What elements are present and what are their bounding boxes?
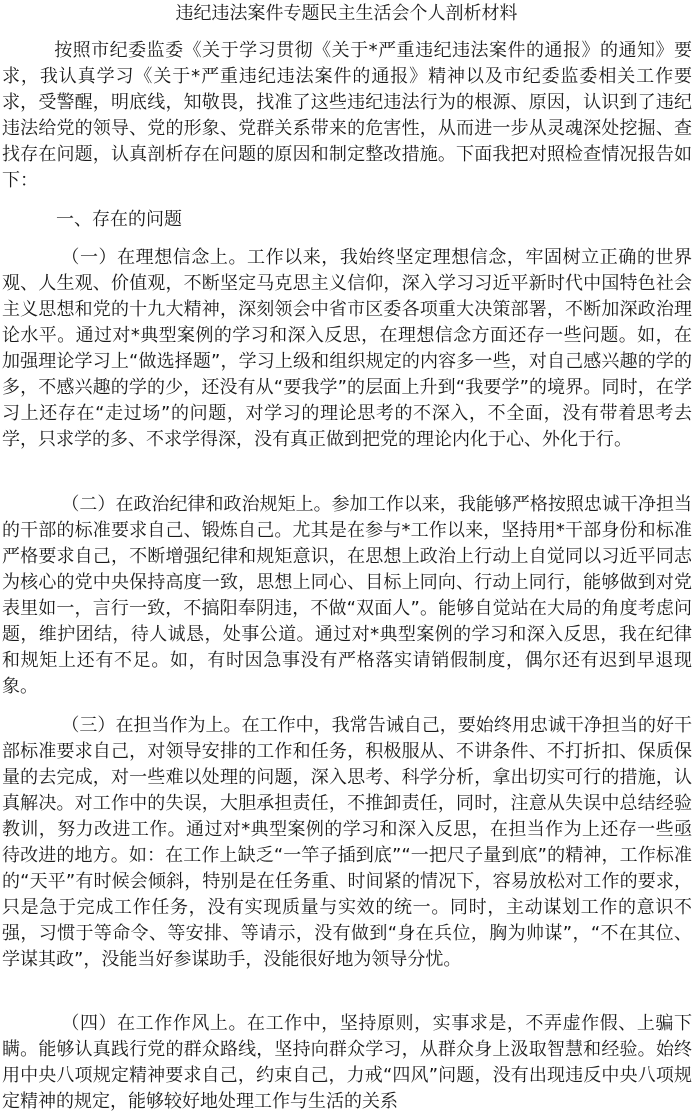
paragraph-responsibility: （三）在担当作为上。在工作中，我常告诫自己，要始终用忠诚干净担当的好干部标准要求自己，对领导安排的工作和任务，积极服从、不讲条件、不打折扣、保质保量的去完成，对一些难以处理的问题，深入思考、科学分析，拿出切实可行的措施，认真解决。对工作中的失误，大胆承担责任，不推卸责任，同时，注意从失误中总结经验教训，努力改进工作。通过对*典型案例的学习和深入反思，在担当作为上还存一些亟待改进的地方。如：在工作上缺乏“一竿子插到底”“一把尺子量到底”的精神，工作标准的“天平”有时候会倾斜，特别是在任务重、时间紧的情况下，容易放松对工作的要求，只是急于完成工作任务，没有实现质量与实效的统一。同时，主动谋划工作的意识不强，习惯于等命令、等安排、等请示，没有做到“身在兵位，胸为帅谋”，“不在其位、学谋其政”，没能当好参谋助手，没能很好地为领导分忧。 bbox=[2, 715, 692, 970]
section-heading: 一、存在的问题 bbox=[56, 209, 182, 230]
paragraph-ideals: （一）在理想信念上。工作以来，我始终坚定理想信念，牢固树立正确的世界观、人生观、价值观，不断坚定马克思主义信仰，深入学习习近平新时代中国特色社会主义思想和党的十九大精神，深刻领会中省市区委各项重大决策部署，不断加深政治理论水平。通过对*典型案例的学习和深入反思，在理想信念方面还存一些问题。如，在加强理论学习上“做选择题”，学习上级和组织规定的内容多一些，对自己感兴趣的学的多，不感兴趣的学的少，还没有从“要我学”的层面上升到“我要学”的境界。同时，在学习上还存在“走过场”的问题，对学习的理论思考的不深入，不全面，没有带着思考去学，只求学的多、不求学得深，没有真正做到把党的理论内化于心、外化于行。 bbox=[2, 247, 692, 450]
document-title: 违纪违法案件专题民主生活会个人剖析材料 bbox=[175, 3, 518, 24]
paragraph-work-style: （四）在工作作风上。在工作中，坚持原则，实事求是，不弄虚作假、上骗下瞒。能够认真践行党的群众路线，坚持向群众学习，从群众身上汲取智慧和经验。始终用中央八项规定精神要求自己，约束自己，力戒“四风”问题，没有出现违反中央八项规定精神的规定，能够较好地处理工作与生活的关系 bbox=[2, 1013, 692, 1112]
paragraph-discipline: （二）在政治纪律和政治规矩上。参加工作以来，我能够严格按照忠诚干净担当的干部的标准要求自己、锻炼自己。尤其是在参与*工作以来，坚持用*干部身份和标准严格要求自己，不断增强纪律和规矩意识，在思想上政治上行动上自觉同以习近平同志为核心的党中央保持高度一致，思想上同心、目标上同向、行动上同行，能够做到对党表里如一，言行一致，不搞阳奉阴违，不做“双面人”。能够自觉站在大局的角度考虑问题，维护团结，待人诚恳，处事公道。通过对*典型案例的学习和深入反思，我在纪律和规矩上还有不足。如，有时因急事没有严格落实请销假制度，偶尔还有迟到早退现象。 bbox=[2, 494, 692, 697]
intro-paragraph: 按照市纪委监委《关于学习贯彻《关于*严重违纪违法案件的通报》的通知》要求，我认真学习《关于*严重违纪违法案件的通报》精神以及市纪委监委相关工作要求，受警醒，明底线，知敬畏，找准了这些违纪违法行为的根源、原因，认识到了违纪违法给党的领导、党的形象、党群关系带来的危害性，从而进一步从灵魂深处挖掘、查找存在问题，认真剖析存在问题的原因和制定整改措施。下面我把对照检查情况报告如下： bbox=[2, 40, 692, 191]
